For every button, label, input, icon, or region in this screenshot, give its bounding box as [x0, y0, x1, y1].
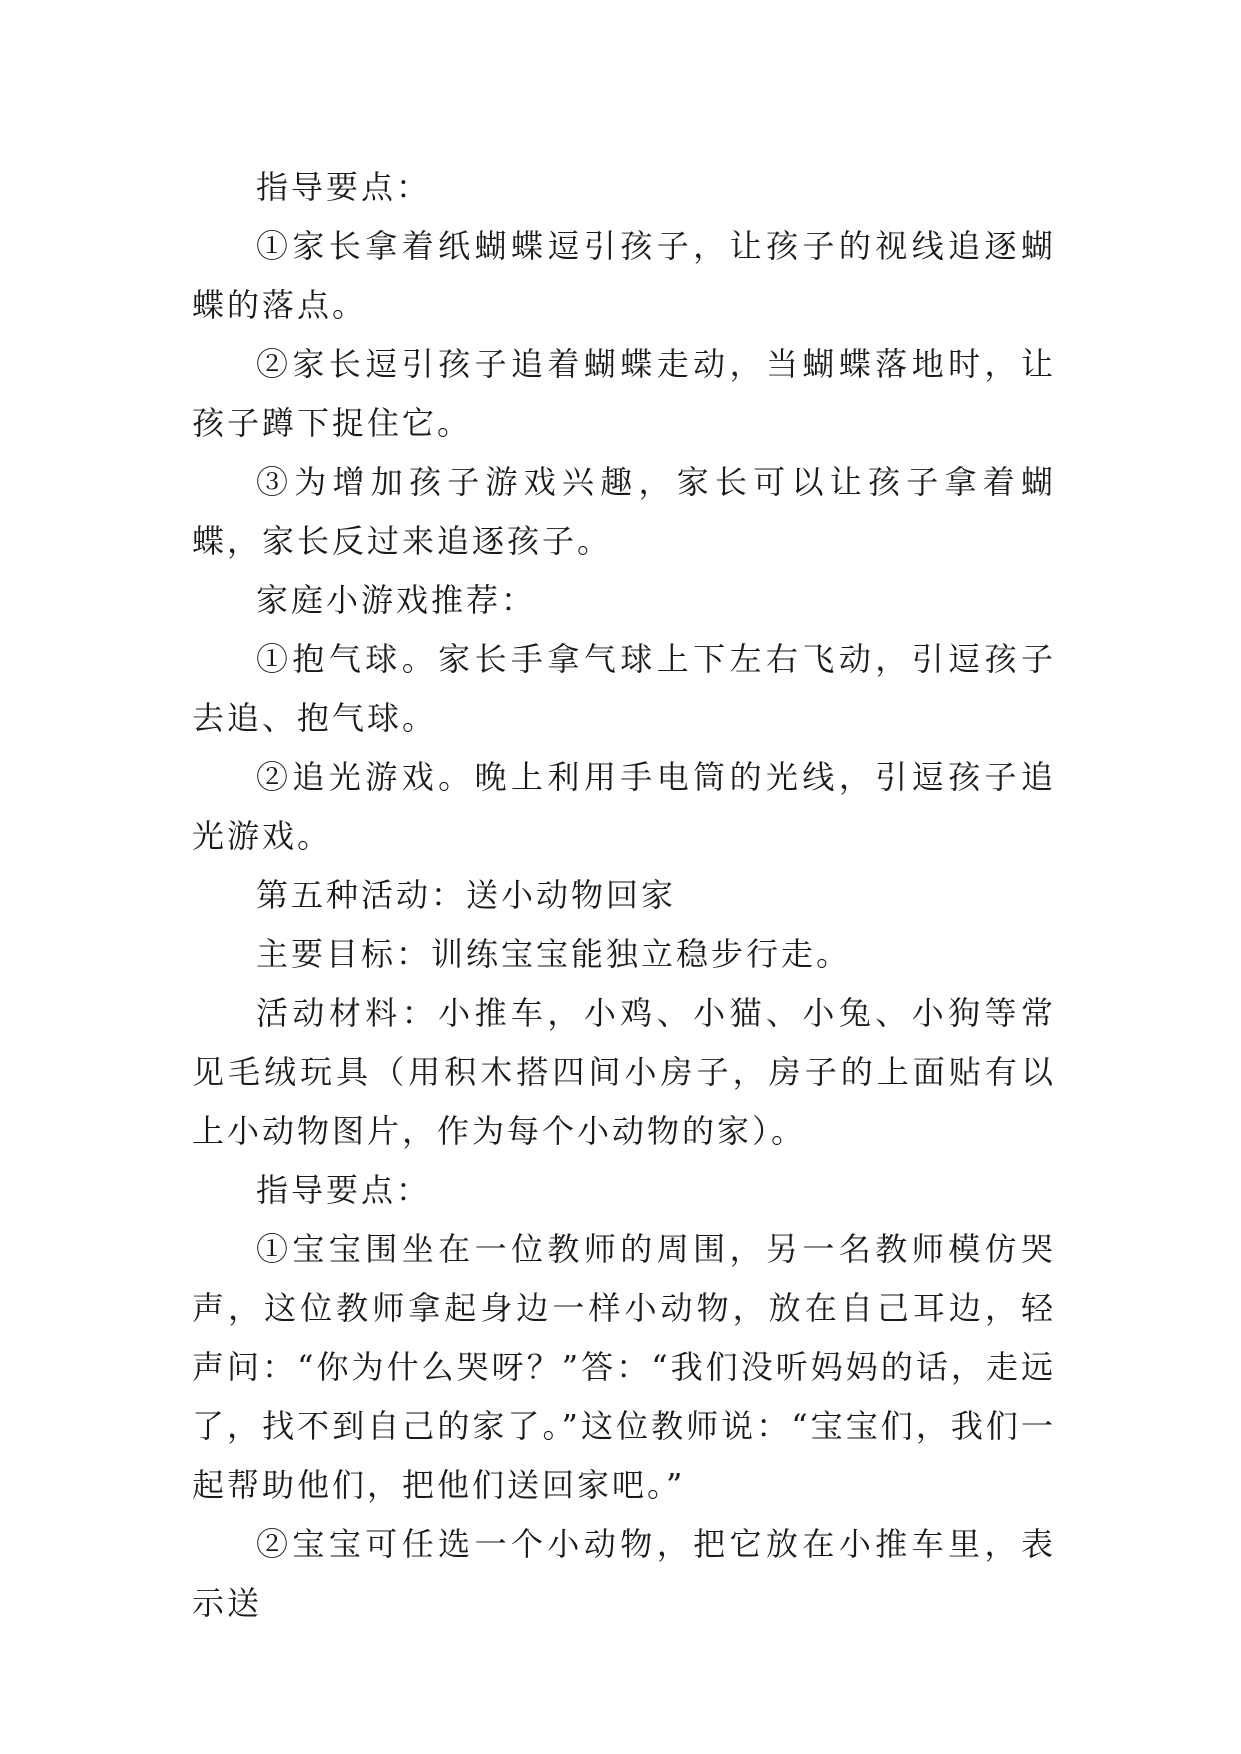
paragraph-guidance-1: ①家长拿着纸蝴蝶逗引孩子，让孩子的视线追逐蝴蝶的落点。 [192, 227, 1056, 324]
paragraph-guidance-heading-2: 指导要点： [256, 1171, 432, 1209]
paragraph-guidance-heading: 指导要点： [256, 168, 432, 206]
paragraph-main-goal: 主要目标：训练宝宝能独立稳步行走。 [256, 935, 852, 973]
paragraph-home-games-heading: 家庭小游戏推荐： [256, 581, 537, 619]
paragraph-home-game-1: ①抱气球。家长手拿气球上下左右飞动，引逗孩子去追、抱气球。 [192, 640, 1056, 737]
paragraph-materials: 活动材料：小推车，小鸡、小猫、小兔、小狗等常见毛绒玩具（用积木搭四间小房子，房子的上面贴有以上小动物图片，作为每个小动物的家）。 [192, 994, 1056, 1150]
document-body [192, 158, 1056, 1633]
paragraph-guidance-2-2: ②宝宝可任选一个小动物，把它放在小推车里，表示送 [192, 1525, 1056, 1622]
paragraph-guidance-3: ③为增加孩子游戏兴趣，家长可以让孩子拿着蝴蝶，家长反过来追逐孩子。 [192, 463, 1056, 560]
paragraph-guidance-2-1: ①宝宝围坐在一位教师的周围，另一名教师模仿哭声，这位教师拿起身边一样小动物，放在自己耳边，轻声问：“你为什么哭呀？”答：“我们没听妈妈的话，走远了，找不到自己的家了。”这位教师说：“宝宝们，我们一起帮助他们，把他们送回家吧。” [192, 1230, 1056, 1504]
paragraph-home-game-2: ②追光游戏。晚上利用手电筒的光线，引逗孩子追光游戏。 [192, 758, 1056, 855]
paragraph-guidance-2: ②家长逗引孩子追着蝴蝶走动，当蝴蝶落地时，让孩子蹲下捉住它。 [192, 345, 1056, 442]
paragraph-activity-five-title: 第五种活动：送小动物回家 [256, 876, 677, 914]
